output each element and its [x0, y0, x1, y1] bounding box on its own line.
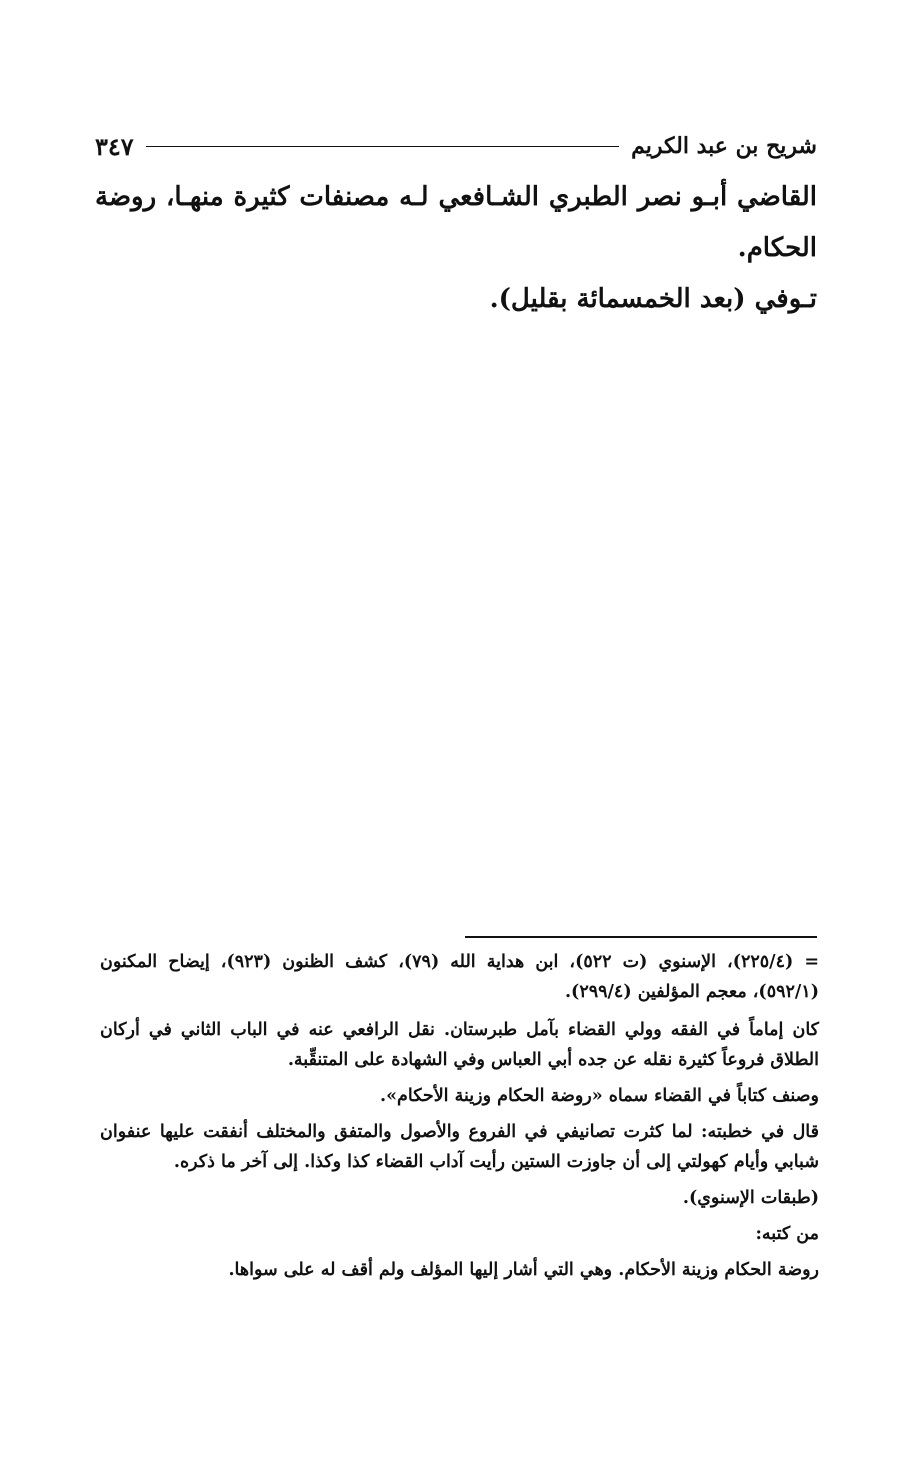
running-head-title: شريح بن عبد الكريم	[631, 133, 817, 159]
footnote-sources: = (٢٢٥/٤)، الإسنوي (ت ٥٢٢)، ابن هداية الله (٧٩)، كشف الظنون (٩٢٣)، إيضاح المكنون (٥٩٢/١)، معجم المؤلفين (٢٩٩/٤).	[100, 952, 819, 1002]
footnote-separator	[465, 936, 817, 938]
footnote-citation: (طبقات الإسنوي).	[682, 1188, 819, 1208]
running-head-rule	[146, 146, 619, 147]
footnote-biography-book: وصنف كتاباً في القضاء سماه «روضة الحكام وزينة الأحكام».	[380, 1086, 819, 1106]
footnote-works-item: روضة الحكام وزينة الأحكام. وهي التي أشار إليها المؤلف ولم أقف له على سواها.	[228, 1260, 819, 1280]
footnote-works-heading: من كتبه:	[755, 1224, 819, 1244]
main-text-line: تـوفي (بعد الخمسمائة بقليل).	[489, 284, 817, 314]
footnote-quote: قال في خطبته: لما كثرت تصانيفي في الفروع والأصول والمتفق والمختلف أنفقت عليها عنفوان شبابي وأيام كهولتي إلى أن جاوزت الستين رأيت آداب القضاء كذا وكذا. إلى آخر ما ذكره.	[100, 1122, 819, 1172]
page-number: ٣٤٧	[95, 131, 134, 161]
footnotes	[100, 947, 819, 1291]
main-text	[95, 172, 817, 325]
running-head	[95, 128, 817, 164]
main-text-line: القاضي أبـو نصر الطبري الشـافعي لـه مصنفات كثيرة منهـا، روضة الحكام.	[95, 182, 817, 263]
footnote-biography: كان إماماً في الفقه وولي القضاء بآمل طبرستان. نقل الرافعي عنه في الباب الثاني في أركان الطلاق فروعاً كثيرة نقله عن جده أبي العباس وفي الشهادة على المتنقِّبة.	[100, 1020, 819, 1070]
